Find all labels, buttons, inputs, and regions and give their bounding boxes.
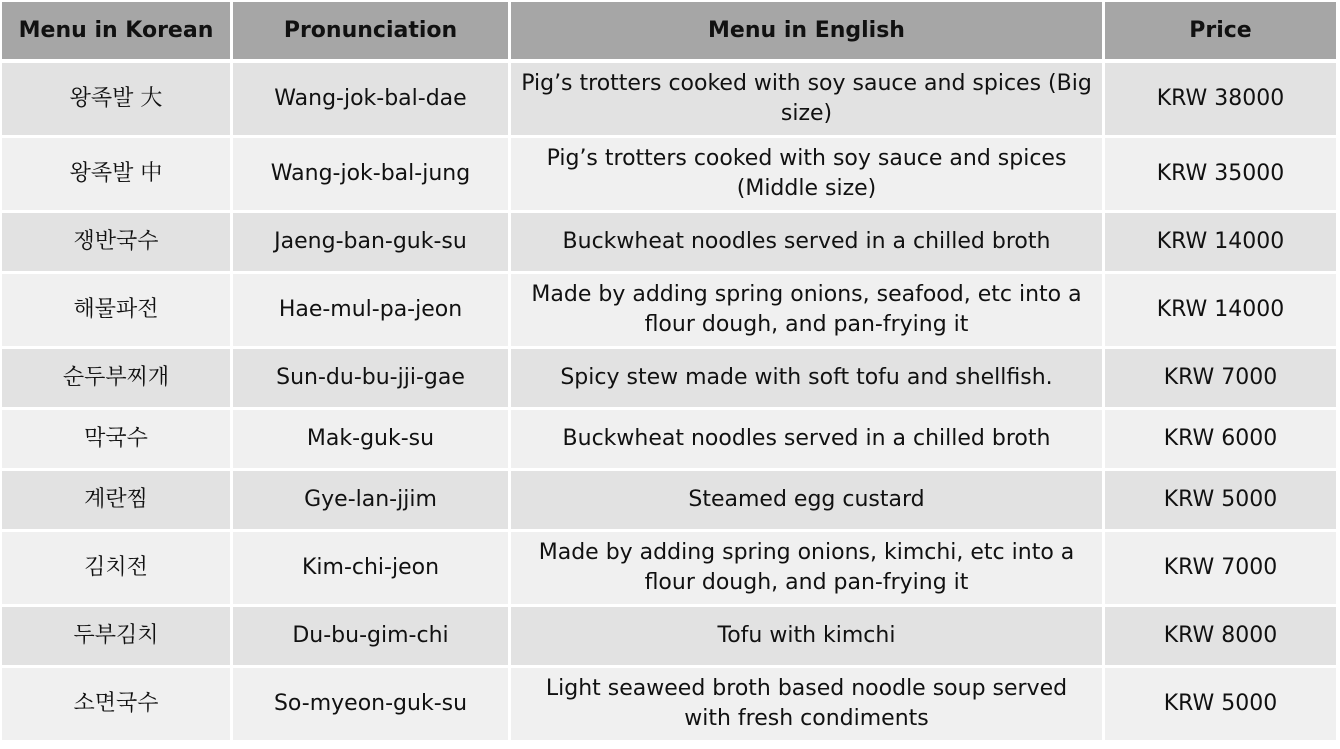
korean-name-cell: 해물파전 — [2, 274, 233, 349]
korean-name-cell: 왕족발 中 — [2, 138, 233, 213]
english-description-cell: Pig’s trotters cooked with soy sauce and spices (Middle size) — [511, 138, 1105, 213]
pronunciation-cell: Hae-mul-pa-jeon — [233, 274, 511, 349]
pronunciation-cell: Wang-jok-bal-dae — [233, 63, 511, 138]
price-cell: KRW 6000 — [1105, 410, 1336, 471]
english-description-cell: Light seaweed broth based noodle soup served with fresh condiments — [511, 668, 1105, 743]
korean-name-cell: 막국수 — [2, 410, 233, 471]
price-cell: KRW 14000 — [1105, 274, 1336, 349]
header-menu-in-english: Menu in English — [511, 2, 1105, 63]
korean-name-cell: 김치전 — [2, 532, 233, 607]
pronunciation-cell: Sun-du-bu-jji-gae — [233, 349, 511, 410]
pronunciation-cell: Jaeng-ban-guk-su — [233, 213, 511, 274]
korean-name-cell: 두부김치 — [2, 607, 233, 668]
english-description-cell: Made by adding spring onions, kimchi, etc into a flour dough, and pan-frying it — [511, 532, 1105, 607]
table-row — [2, 274, 1336, 349]
header-menu-in-korean: Menu in Korean — [2, 2, 233, 63]
english-description-cell: Buckwheat noodles served in a chilled broth — [511, 410, 1105, 471]
english-description-cell: Tofu with kimchi — [511, 607, 1105, 668]
korean-name-cell: 왕족발 大 — [2, 63, 233, 138]
price-cell: KRW 5000 — [1105, 668, 1336, 743]
table-row — [2, 471, 1336, 532]
korean-name-cell: 계란찜 — [2, 471, 233, 532]
price-cell: KRW 35000 — [1105, 138, 1336, 213]
table-row — [2, 410, 1336, 471]
pronunciation-cell: Kim-chi-jeon — [233, 532, 511, 607]
pronunciation-cell: Du-bu-gim-chi — [233, 607, 511, 668]
price-cell: KRW 7000 — [1105, 532, 1336, 607]
price-cell: KRW 14000 — [1105, 213, 1336, 274]
price-cell: KRW 7000 — [1105, 349, 1336, 410]
english-description-cell: Pig’s trotters cooked with soy sauce and spices (Big size) — [511, 63, 1105, 138]
korean-name-cell: 쟁반국수 — [2, 213, 233, 274]
english-description-cell: Buckwheat noodles served in a chilled broth — [511, 213, 1105, 274]
price-cell: KRW 8000 — [1105, 607, 1336, 668]
table-row — [2, 138, 1336, 213]
table-row — [2, 63, 1336, 138]
menu-table-container — [2, 2, 1336, 743]
english-description-cell: Made by adding spring onions, seafood, etc into a flour dough, and pan-frying it — [511, 274, 1105, 349]
pronunciation-cell: Gye-lan-jjim — [233, 471, 511, 532]
price-cell: KRW 38000 — [1105, 63, 1336, 138]
table-row — [2, 213, 1336, 274]
table-header-row — [2, 2, 1336, 63]
korean-name-cell: 순두부찌개 — [2, 349, 233, 410]
price-cell: KRW 5000 — [1105, 471, 1336, 532]
english-description-cell: Steamed egg custard — [511, 471, 1105, 532]
english-description-cell: Spicy stew made with soft tofu and shellfish. — [511, 349, 1105, 410]
table-row — [2, 607, 1336, 668]
table-row — [2, 532, 1336, 607]
header-pronunciation: Pronunciation — [233, 2, 511, 63]
pronunciation-cell: Wang-jok-bal-jung — [233, 138, 511, 213]
header-price: Price — [1105, 2, 1336, 63]
korean-name-cell: 소면국수 — [2, 668, 233, 743]
pronunciation-cell: So-myeon-guk-su — [233, 668, 511, 743]
pronunciation-cell: Mak-guk-su — [233, 410, 511, 471]
menu-table — [2, 2, 1336, 743]
table-row — [2, 349, 1336, 410]
table-row — [2, 668, 1336, 743]
